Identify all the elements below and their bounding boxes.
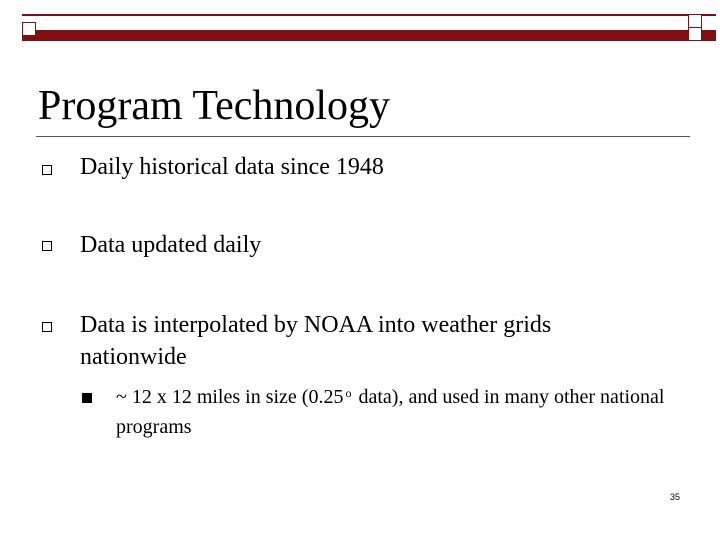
bullet-text-2: Data updated daily: [80, 232, 262, 258]
sub-bullet-text: [116, 383, 676, 441]
bullet-text-3: Data is interpolated by NOAA into weather grids nationwide: [80, 312, 552, 370]
header-square-decoration-left: [22, 22, 36, 36]
slide-title: Program Technology: [38, 83, 391, 129]
header-line-decoration: [22, 14, 716, 16]
header-square-decoration-right-top: [688, 14, 702, 28]
degree-superscript: o: [345, 386, 352, 400]
bullet-text-1: Daily historical data since 1948: [80, 154, 384, 180]
header-bar-decoration: [22, 30, 716, 41]
title-underline: [36, 136, 690, 137]
filled-square-icon: [82, 393, 92, 403]
sub-bullet-text-after: data), and used in many other national programs: [116, 386, 665, 438]
hollow-square-icon: [42, 322, 52, 332]
header-square-decoration-right-bottom: [688, 27, 702, 41]
page-number: 35: [669, 492, 680, 502]
hollow-square-icon: [42, 165, 52, 175]
sub-bullet-text-before: ~ 12 x 12 miles in size (0.25: [116, 386, 344, 408]
hollow-square-icon: [42, 241, 52, 251]
